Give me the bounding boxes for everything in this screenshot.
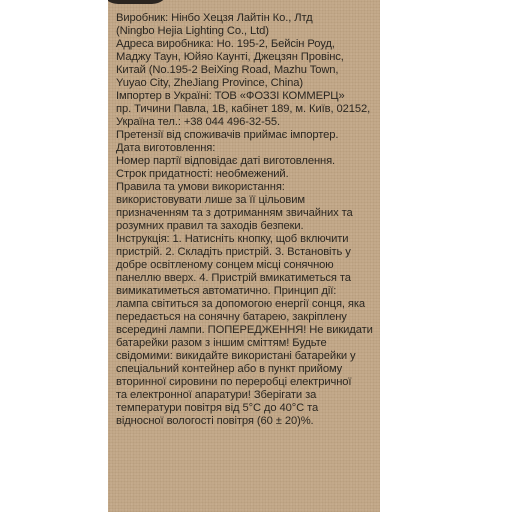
product-label-card	[108, 0, 380, 512]
label-line: температури повітря від 5°С до 40°С та	[116, 402, 319, 414]
label-line: лампа світиться за допомогою енергії сонця, яка	[116, 298, 366, 310]
label-line: панеллю вверх. 4. Пристрій вмикатиметься та	[116, 272, 351, 284]
label-line: використовувати лише за її цільовим	[116, 194, 306, 206]
label-line: добре освітленому сонцем місці сонячною	[116, 259, 334, 271]
label-line: Китай (No.195-2 BeiXing Road, Mazhu Town,	[116, 64, 339, 76]
label-line: свідомими: викидайте використані батарейки у	[116, 350, 356, 362]
label-text-block	[116, 12, 374, 428]
label-line: батарейки разом з іншим сміттям! Будьте	[116, 337, 327, 349]
label-line: Адреса виробника: Но. 195-2, Бейсін Роуд,	[116, 38, 335, 50]
label-line: призначенням та з дотриманням звичайних та	[116, 207, 353, 219]
label-line: та електронної апаратури! Зберігати за	[116, 389, 317, 401]
label-line: Маджу Таун, Юйяо Каунті, Джецзян Провінс,	[116, 51, 344, 63]
label-line: вторинної сировини по переробці електричної	[116, 376, 352, 388]
label-line: Строк придатності: необмежений.	[116, 168, 289, 180]
label-line: Інструкція: 1. Натисніть кнопку, щоб включити	[116, 233, 349, 245]
label-line: Yuyao City, ZheJiang Province, China)	[116, 77, 303, 89]
label-line: Номер партії відповідає даті виготовлення.	[116, 155, 336, 167]
label-line: пристрій. 2. Складіть пристрій. 3. Встановіть у	[116, 246, 351, 258]
label-line: Дата виготовлення:	[116, 142, 216, 154]
label-line: Імпортер в Україні: ТОВ «ФОЗЗІ КОММЕРЦ»	[116, 90, 345, 102]
label-line: Правила та умови використання:	[116, 181, 285, 193]
label-line: спеціальний контейнер або в пункт прийому	[116, 363, 343, 375]
label-line: Виробник: Нінбо Хецзя Лайтін Ко., Лтд	[116, 12, 313, 24]
label-line: розумних правил та заходів безпеки.	[116, 220, 304, 232]
label-line: Україна тел.: +38 044 496-32-55.	[116, 116, 281, 128]
label-line: (Ningbo Hejia Lighting Co., Ltd)	[116, 25, 269, 37]
label-line: передається на сонячну батарею, закріплену	[116, 311, 347, 323]
label-line: всередині лампи. ПОПЕРЕДЖЕННЯ! Не викидати	[116, 324, 373, 336]
label-line: відносної вологості повітря (60 ± 20)%.	[116, 415, 314, 427]
label-line: пр. Тичини Павла, 1В, кабінет 189, м. Київ, 02152,	[116, 103, 371, 115]
label-line: вимикатиметься автоматично. Принцип дії:	[116, 285, 337, 297]
label-line: Претензії від споживачів приймає імпортер.	[116, 129, 339, 141]
